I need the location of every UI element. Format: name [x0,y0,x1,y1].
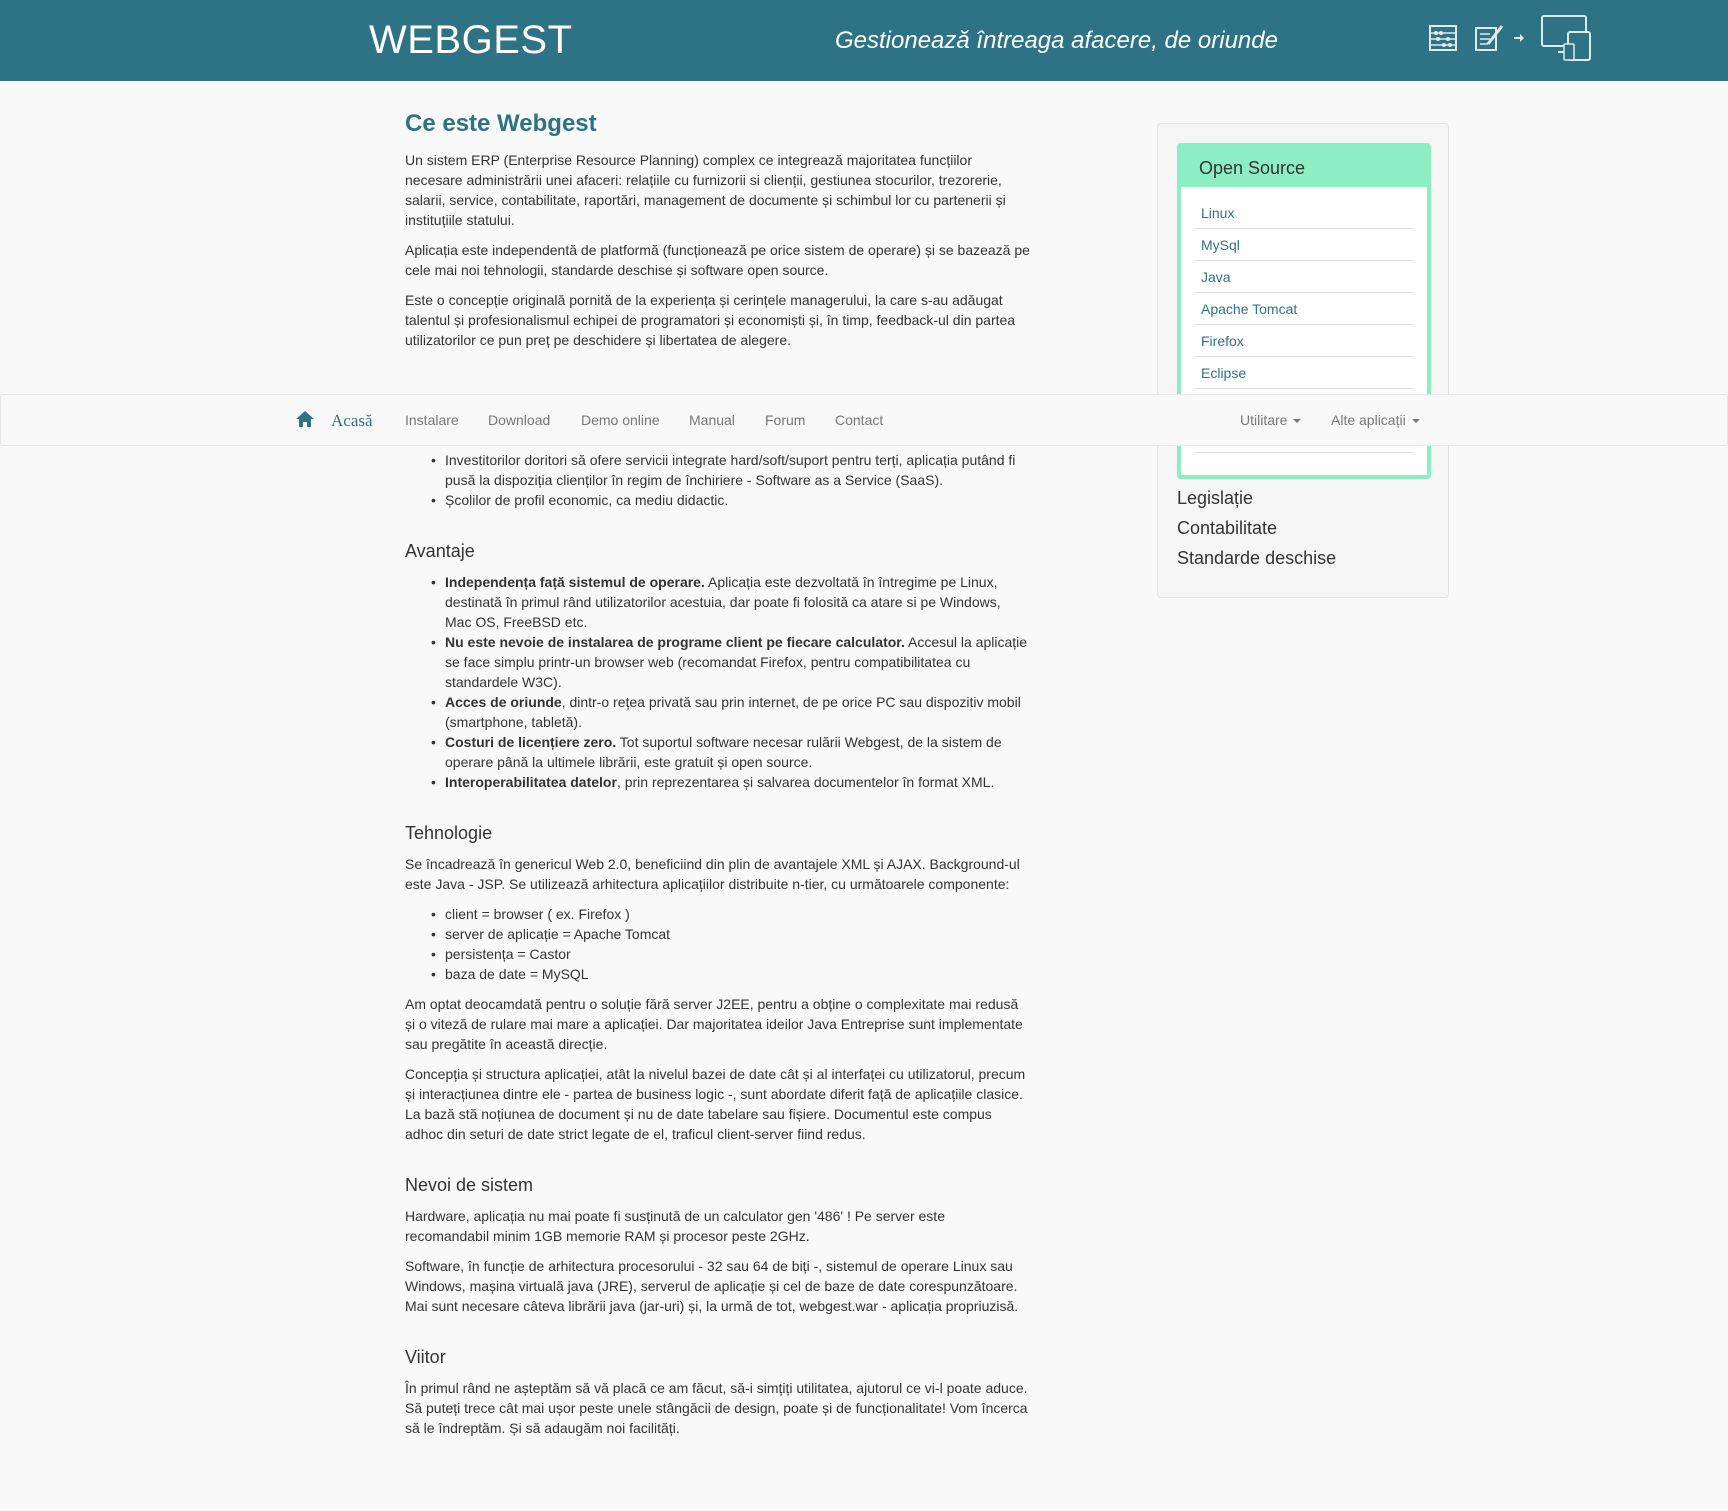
sidebar [1157,123,1449,598]
intro-paragraph: Aplicația este independentă de platformă (funcționează pe orice sistem de operare) și se bazează pe cele mai noi tehnologii, standarde deschise și software open source. [405,242,1030,278]
document-edit-icon[interactable] [1474,22,1506,54]
site-header [0,0,1728,81]
paragraph: În primul rând ne așteptăm să vă placă ce am făcut, să-i simțiți utilitatea, ajutorul ce vi-l poate aduce. Să puteți trece cât mai ușor peste unele stângăcii de design, poate și de funcționalitate! Vom încerca să le îndreptăm. Și să adaugăm noi facilități. [405,1380,1028,1436]
list-item: • baza de date = MySQL [445,964,1030,984]
nav-home[interactable]: Acasă [331,411,373,430]
tagline: Gestionează întreaga afacere, de oriunde [835,27,1278,54]
caret-down-icon [1412,419,1420,423]
paragraph: Hardware, aplicația nu mai poate fi susținută de un calculator gen '486' ! Pe server este recomandabil minim 1GB memorie RAM și procesor peste 2GHz. [405,1208,945,1244]
list-item: • Școlilor de profil economic, ca mediu didactic. [445,490,1030,510]
list-item: • Independența față sistemul de operare. Aplicația este dezvoltată în întregime pe Linux, destinată în primul rând utilizatorilor acestuia, dar poate fi folosită ca atare si pe Windows, Mac OS, FreeBSD etc. [445,572,1030,632]
sidebar-item-java[interactable]: Java [1195,261,1413,293]
abacus-icon[interactable] [1428,24,1458,52]
list-item: • Interoperabilitatea datelor, prin reprezentarea și salvarea documentelor în format XML. [445,772,1030,792]
home-icon[interactable] [295,410,315,428]
list-item: • Acces de oriunde, dintr-o rețea privată sau prin internet, de pe orice PC sau dispozitiv mobil (smartphone, tabletă). [445,692,1030,732]
sidebar-item-mysql[interactable]: MySql [1195,229,1413,261]
nav-dropdown-alte-aplicatii[interactable]: Alte aplicații [1331,412,1420,428]
brand-logo[interactable]: WEBGEST [369,18,573,62]
nav-forum[interactable]: Forum [765,412,806,428]
list-item: • Costuri de licențiere zero. Tot suportul software necesar rulării Webgest, de la sistem de operare până la ultimele librării, este gratuit și open source. [445,732,1030,772]
devices-icon[interactable] [1540,14,1592,62]
list-item: • persistența = Castor [445,944,1030,964]
nav-manual[interactable]: Manual [689,412,735,428]
sidebar-item-tomcat[interactable]: Apache Tomcat [1195,293,1413,325]
list-item: • client = browser ( ex. Firefox ) [445,904,1030,924]
paragraph: Am optat deocamdată pentru o soluție fără server J2EE, pentru a obține o complexitate mai redusă și o viteză de rulare mai mare a aplicației. Dar majoritatea ideilor Java Entreprise sunt implementate sau pregătite în această direcție. [405,996,1023,1052]
main-content [405,110,1030,1448]
nav-demo-online[interactable]: Demo online [581,412,660,428]
nav-dropdown-utilitare[interactable]: Utilitare [1240,412,1301,428]
intro-paragraph: Un sistem ERP (Enterprise Resource Planning) complex ce integrează majoritatea funcțiilor necesare administrării unei afaceri: relațiile cu furnizorii si clienții, gestiunea stocurilor, trezorerie, salarii, service, contabilitate, raportări, management de documente și schimbul lor cu partenerii și instituțiile statului. [405,152,1006,228]
panel-title: Open Source [1181,147,1427,187]
sidebar-item-firefox[interactable]: Firefox [1195,325,1413,357]
section-avantaje [405,540,1030,792]
paragraph: Se încadrează în genericul Web 2.0, beneficiind din plin de avantajele XML și AJAX. Background-ul este Java - JSP. Se utilizează arhitectura aplicațiilor distribuite n-tier, cu următoarele componente: [405,856,1020,892]
arrow-right-icon [1513,33,1525,43]
caret-down-icon [1293,419,1301,423]
section-viitor [405,1346,1030,1438]
list-item: • Investitorilor doritori să ofere servicii integrate hard/soft/suport pentru terți, aplicația putând fi pusă la dispoziția clienților în regim de închiriere - Software as a Service (SaaS). [445,450,1030,490]
paragraph: Concepția și structura aplicației, atât la nivelul bazei de date cât și al interfaței cu utilizatorul, precum și interacțiunea dintre ele - partea de business logic -, sunt abordate diferit față de aplicațiile clasice. La bază stă noțiunea de document și nu de date tabelare sau fișiere. Documentul este compus adhoc din seturi de date strict legate de el, traficul client-server fiind redus. [405,1066,1026,1142]
sidebar-item-linux[interactable]: Linux [1195,197,1413,229]
page-title: Ce este Webgest [405,110,597,137]
sidebar-link-standarde[interactable]: Standarde deschise [1177,548,1337,568]
section-nevoi [405,1174,1030,1316]
section-title: Avantaje [405,541,475,561]
sidebar-link-legislatie[interactable]: Legislație [1177,488,1254,508]
section-title: Nevoi de sistem [405,1175,534,1195]
sidebar-link-contabilitate[interactable]: Contabilitate [1177,518,1278,538]
list-item: • server de aplicație = Apache Tomcat [445,924,1030,944]
intro-paragraph: Este o concepție originală pornită de la experiența și cerințele managerului, la care s-au adăugat talentul și profesionalismul echipei de programatori și economiști și, în timp, feedback-ul din partea utilizatorilor ce pun preț pe deschidere și libertatea de alegere. [405,292,1016,348]
tehnologie-list [405,904,1030,984]
paragraph: Software, în funcție de arhitectura procesorului - 32 sau 64 de biți -, sistemul de operare Linux sau Windows, mașina virtuală java (JRE), serverul de aplicație și cel de baze de date corespunzătoare. Mai sunt necesare câteva librării java (jar-uri) și, la urmă de tot, webgest.war - aplicația propriuzisă. [405,1258,1019,1314]
section-title: Tehnologie [405,823,493,843]
navbar [0,394,1728,446]
nav-download[interactable]: Download [488,412,551,428]
sidebar-item-eclipse[interactable]: Eclipse [1195,357,1413,389]
section-title: Viitor [405,1347,446,1367]
list-item: • Nu este nevoie de instalarea de programe client pe fiecare calculator. Accesul la aplicație se face simplu printr-un browser web (recomandat Firefox, pentru compatibilitatea cu standardele W3C). [445,632,1030,692]
nav-instalare[interactable]: Instalare [405,412,459,428]
avantaje-list [405,572,1030,792]
nav-contact[interactable]: Contact [835,412,884,428]
section-tehnologie [405,822,1030,1144]
